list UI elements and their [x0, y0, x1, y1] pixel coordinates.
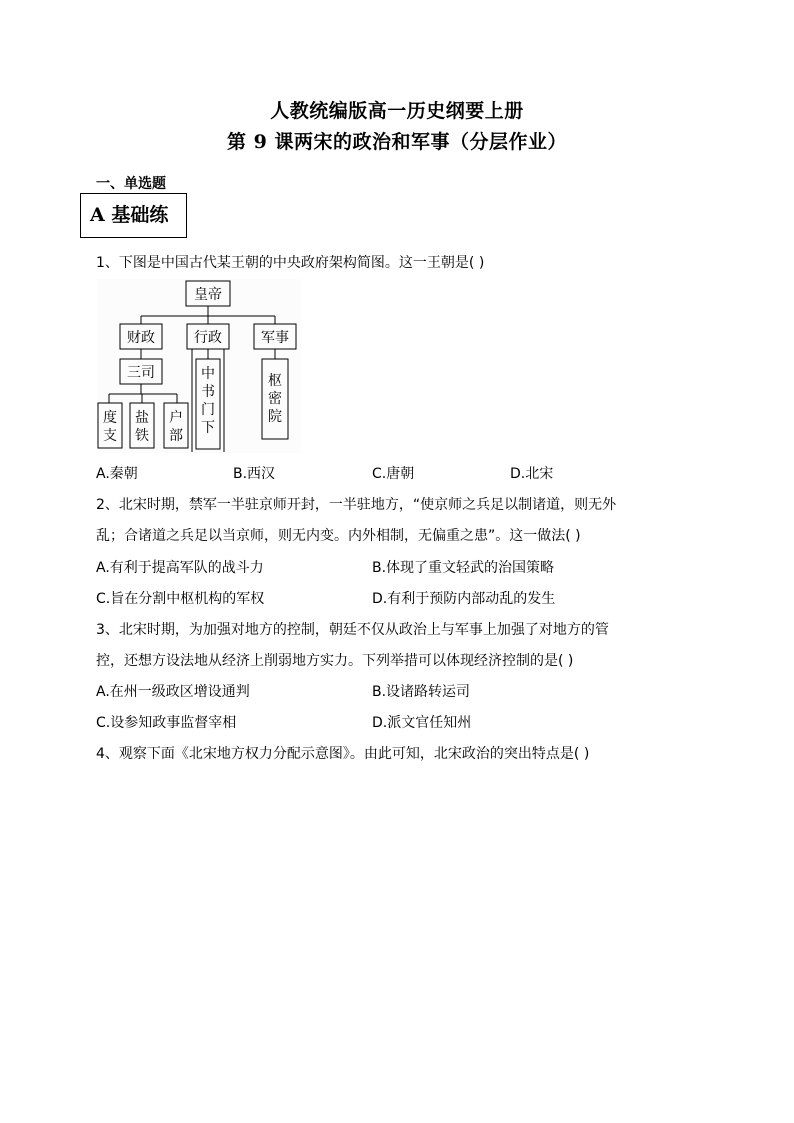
- yantie-char-2: 铁: [135, 428, 149, 444]
- admin-label: 行政: [194, 330, 222, 346]
- sansi-label: 三司: [127, 365, 155, 381]
- level-badge: [80, 193, 187, 238]
- shumi-char-1: 枢: [268, 373, 282, 389]
- q3-option-c[interactable]: C.设参知政事监督宰相: [96, 715, 237, 731]
- question-3-stem-line-1: 3、北宋时期，为加强对地方的控制，朝廷不仅从政治上与军事上加强了对地方的管: [96, 622, 609, 638]
- duzhi-char-1: 度: [103, 410, 117, 426]
- zhongshu-char-3: 门: [201, 402, 215, 418]
- q1-option-c[interactable]: C.唐朝: [372, 466, 415, 482]
- q3-option-d[interactable]: D.派文官任知州: [372, 715, 472, 731]
- q1-option-b[interactable]: B.西汉: [233, 466, 276, 482]
- government-structure-diagram: [97, 279, 301, 453]
- hubu-char-1: 户: [169, 410, 183, 426]
- q2-option-c[interactable]: C.旨在分割中枢机构的军权: [96, 591, 265, 607]
- question-2-stem-line-2: 乱；合诸道之兵足以当京师，则无内变。内外相制，无偏重之患”。这一做法( ): [96, 528, 581, 544]
- section-heading: 一、单选题: [96, 176, 166, 192]
- question-2-stem-line-1: 2、北宋时期，禁军一半驻京师开封，一半驻地方，“使京师之兵足以制诸道，则无外: [96, 497, 617, 513]
- zhongshu-char-2: 书: [201, 384, 215, 400]
- q2-option-a[interactable]: A.有利于提高军队的战斗力: [96, 560, 264, 576]
- level-badge-label: A 基础练: [90, 204, 169, 226]
- q1-option-a[interactable]: A.秦朝: [96, 466, 138, 482]
- q3-option-a[interactable]: A.在州一级政区增设通判: [96, 684, 250, 700]
- lesson-title: 第 9 课两宋的政治和军事（分层作业）: [227, 131, 567, 153]
- yantie-char-1: 盐: [135, 410, 149, 426]
- document-title: 人教统编版高一历史纲要上册: [270, 100, 524, 122]
- shumi-char-2: 密: [268, 391, 282, 407]
- q3-option-b[interactable]: B.设诸路转运司: [372, 684, 471, 700]
- q2-option-d[interactable]: D.有利于预防内部动乱的发生: [372, 591, 556, 607]
- hubu-char-2: 部: [169, 428, 183, 444]
- duzhi-char-2: 支: [103, 428, 117, 444]
- shumi-char-3: 院: [268, 409, 282, 425]
- emperor-label: 皇帝: [194, 287, 222, 303]
- zhongshu-char-4: 下: [201, 420, 215, 436]
- question-3-stem-line-2: 控，还想方设法地从经济上削弱地方实力。下列举措可以体现经济控制的是( ): [96, 653, 574, 669]
- question-4-stem: 4、观察下面《北宋地方权力分配示意图》。由此可知，北宋政治的突出特点是( ): [96, 746, 590, 762]
- question-1-stem: 1、下图是中国古代某王朝的中央政府架构简图。这一王朝是( ): [96, 255, 485, 271]
- q1-option-d[interactable]: D.北宋: [510, 466, 554, 482]
- q2-option-b[interactable]: B.体现了重文轻武的治国策略: [372, 560, 555, 576]
- zhongshu-char-1: 中: [201, 366, 215, 382]
- finance-label: 财政: [127, 330, 155, 346]
- military-label: 军事: [261, 330, 289, 346]
